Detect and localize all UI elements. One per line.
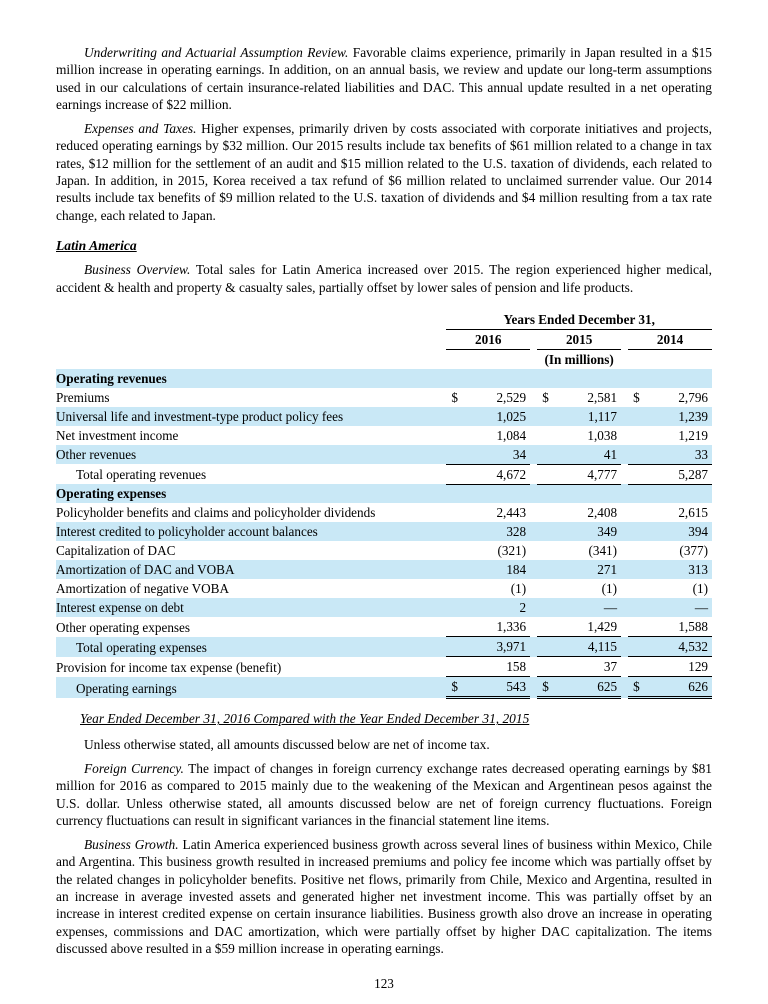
table-header-years-row (56, 329, 712, 349)
cell-value: 2,581 (587, 389, 618, 405)
cell-value: 1,025 (496, 408, 527, 424)
currency-symbol: $ (542, 679, 549, 695)
table-header-spacer (56, 329, 446, 349)
table-column-gap (530, 484, 537, 503)
table-column-gap (530, 329, 537, 349)
cell-value: 2,408 (587, 505, 618, 521)
cell-value: 2,529 (496, 389, 527, 405)
row-label: Provision for income tax expense (benefit) (56, 659, 282, 675)
row-label: Total operating expenses (76, 639, 207, 655)
table-row-amortization-negative-voba (56, 579, 712, 598)
row-label: Operating expenses (56, 486, 167, 502)
table-column-gap (621, 579, 628, 598)
table-column-gap (621, 388, 628, 407)
cell-value: 349 (597, 524, 618, 540)
cell-value: 158 (506, 659, 527, 675)
paragraph-lead-business-overview: Business Overview. (84, 262, 191, 278)
cell-value: 313 (688, 562, 708, 578)
cell-value: 2,796 (678, 389, 708, 405)
table-row-policyholder-benefits (56, 503, 712, 522)
table-column-gap (621, 329, 628, 349)
table-column-gap (530, 503, 537, 522)
table-row-operating-revenues-header (56, 369, 712, 388)
row-label: Universal life and investment-type product policy fees (56, 408, 344, 424)
table-column-gap (621, 484, 628, 503)
table-row-provision-income-tax (56, 657, 712, 677)
table-column-gap (530, 598, 537, 617)
cell-value: (1) (692, 581, 708, 597)
paragraph-expenses-taxes (56, 120, 712, 224)
financial-table (56, 310, 712, 700)
section-heading-latin-america: Latin America (56, 237, 137, 253)
table-row-operating-expenses-header (56, 484, 712, 503)
table-column-gap (621, 522, 628, 541)
row-label: Net investment income (56, 427, 179, 443)
cell-value: — (603, 600, 618, 616)
cell-value: 394 (688, 524, 708, 540)
cell-value: 129 (688, 659, 708, 675)
row-label: Total operating revenues (76, 467, 207, 483)
table-column-gap (621, 426, 628, 445)
cell-value: (1) (510, 581, 527, 597)
table-row-interest-credited (56, 522, 712, 541)
table-column-gap (530, 445, 537, 465)
table-column-gap (530, 560, 537, 579)
cell-value: 2,615 (678, 505, 708, 521)
table-column-gap (621, 369, 628, 388)
cell-value: 1,084 (496, 427, 527, 443)
cell-value: 2 (519, 600, 527, 616)
table-row-capitalization-of-dac (56, 541, 712, 560)
paragraph-lead-business-growth: Business Growth. (84, 837, 179, 853)
table-column-gap (530, 426, 537, 445)
paragraph-lead-foreign-currency: Foreign Currency. (84, 760, 184, 776)
cell-value: — (694, 600, 708, 616)
table-row-operating-earnings (56, 677, 712, 698)
cell-value: 626 (688, 679, 708, 695)
table-row-total-operating-expenses (56, 637, 712, 657)
paragraph-body-underwriting: Favorable claims experience, primarily in Japan resulted in a $15 million increase in operating earnings. In addition, on an annual basis, we review and update our long-term assumptions used in our calculations of certain insurance-related liabilities and DAC. This annual update resulted in a net operating earnings increase of $22 million. (56, 45, 713, 112)
cell-value: 4,532 (678, 639, 708, 655)
table-column-gap (530, 579, 537, 598)
cell-value: 184 (506, 562, 527, 578)
table-header-year-2015: 2015 (537, 329, 621, 349)
paragraph-underwriting-review (56, 44, 712, 113)
paragraph-lead-underwriting: Underwriting and Actuarial Assumption Review. (84, 45, 349, 60)
table-row-amortization-dac-voba (56, 560, 712, 579)
cell-value: 625 (597, 679, 618, 695)
cell-value: 34 (512, 446, 527, 462)
table-row-total-operating-revenues (56, 464, 712, 484)
table-column-gap (621, 503, 628, 522)
table-column-gap (530, 617, 537, 637)
cell-value: 4,672 (496, 466, 527, 482)
cell-value: 1,239 (678, 408, 708, 424)
row-label: Premiums (56, 389, 110, 405)
cell-value: 2,443 (496, 505, 527, 521)
cell-value: 543 (506, 679, 527, 695)
table-row-other-revenues (56, 445, 712, 465)
row-label: Amortization of DAC and VOBA (56, 562, 235, 578)
table-row-net-investment-income (56, 426, 712, 445)
cell-value: (377) (679, 543, 708, 559)
financial-table-header (56, 310, 712, 369)
financial-table-body (56, 369, 712, 698)
table-column-gap (621, 677, 628, 698)
table-column-gap (621, 464, 628, 484)
currency-symbol: $ (451, 679, 458, 695)
paragraph-foreign-currency (56, 760, 712, 829)
table-column-gap (530, 657, 537, 677)
paragraph-body-business-growth: Latin America experienced business growth across several lines of business within Mexico, Chile and Argentina. This business growth resulted in increased premiums and policy fee income which was partially offset by the related changes in policyholder benefits. Positive net flows, primarily from Chile, Mexico and Argentina, resulted in an increase in average invested assets and generated higher net investment income. This was partially offset by an increase in interest credited expense on certain insurance liabilities. Business growth also drove an increase in operating expenses, commissions and DAC amortization, which were partially offset by higher DAC capitalization. The items discussed above resulted in a $59 million increase in operating earnings. (56, 837, 712, 956)
row-label: Operating earnings (76, 680, 177, 696)
table-header-year-2016: 2016 (446, 329, 530, 349)
cell-value: 4,777 (587, 466, 618, 482)
cell-value: 1,219 (678, 427, 708, 443)
table-header-units: (In millions) (544, 351, 614, 367)
paragraph-business-growth (56, 836, 712, 957)
table-column-gap (530, 522, 537, 541)
row-label: Interest expense on debt (56, 600, 184, 616)
row-label: Other operating expenses (56, 619, 191, 635)
table-column-gap (530, 388, 537, 407)
currency-symbol: $ (633, 389, 640, 405)
table-column-gap (530, 407, 537, 426)
table-row-universal-life-fees (56, 407, 712, 426)
cell-value: (341) (588, 543, 618, 559)
currency-symbol: $ (633, 679, 640, 695)
cell-value: 1,336 (496, 619, 527, 635)
cell-value: (1) (601, 581, 618, 597)
table-column-gap (530, 541, 537, 560)
row-label: Amortization of negative VOBA (56, 581, 229, 597)
table-column-gap (621, 617, 628, 637)
row-label: Policyholder benefits and claims and policyholder dividends (56, 505, 376, 521)
cell-value: 271 (597, 562, 618, 578)
cell-value: 33 (694, 446, 708, 462)
table-header-spacer (56, 349, 446, 369)
table-column-gap (621, 541, 628, 560)
paragraph-lead-expenses: Expenses and Taxes. (84, 121, 197, 137)
table-header-spacer (56, 310, 446, 330)
paragraph-body-foreign-currency: The impact of changes in foreign currency exchange rates decreased operating earnings by $81 million for 2016 as compared to 2015 mainly due to the weakening of the Mexican and Argentinean pesos against the U.S. dollar. Unless otherwise stated, all amounts discussed below are net of foreign currency fluctuations. Foreign currency fluctuations can result in significant variances in the financial statement line items. (56, 760, 712, 828)
table-column-gap (621, 560, 628, 579)
cell-value: 1,117 (587, 408, 618, 424)
cell-value: 5,287 (678, 466, 708, 482)
row-label: Operating revenues (56, 370, 167, 386)
row-label: Capitalization of DAC (56, 543, 176, 559)
table-column-gap (621, 657, 628, 677)
heading-year-comparison: Year Ended December 31, 2016 Compared with the Year Ended December 31, 2015 (80, 711, 530, 727)
table-column-gap (621, 407, 628, 426)
currency-symbol: $ (451, 389, 458, 405)
cell-value: 1,588 (678, 619, 708, 635)
table-header-units-row (56, 349, 712, 369)
table-column-gap (621, 637, 628, 657)
cell-value: 37 (603, 659, 618, 675)
table-column-gap (621, 598, 628, 617)
paragraph-net-of-income-tax: Unless otherwise stated, all amounts discussed below are net of income tax. (84, 736, 490, 752)
table-row-interest-expense-debt (56, 598, 712, 617)
cell-value: 1,429 (587, 619, 618, 635)
paragraph-business-overview (56, 261, 712, 296)
currency-symbol: $ (542, 389, 549, 405)
cell-value: 1,038 (587, 427, 618, 443)
table-column-gap (530, 637, 537, 657)
table-row-other-operating-expenses (56, 617, 712, 637)
cell-value: 328 (506, 524, 527, 540)
cell-value: (321) (497, 543, 527, 559)
table-row-premiums (56, 388, 712, 407)
table-column-gap (530, 464, 537, 484)
table-header-title: Years Ended December 31, (446, 310, 712, 330)
cell-value: 41 (603, 446, 618, 462)
row-label: Interest credited to policyholder account balances (56, 524, 318, 540)
row-label: Other revenues (56, 447, 137, 463)
table-header-title-row (56, 310, 712, 330)
page-number: 123 (374, 976, 394, 992)
paragraph-body-business-overview: Total sales for Latin America increased over 2015. The region experienced higher medical, accident & health and property & casualty sales, partially offset by lower sales of pension and life products. (56, 262, 713, 295)
cell-value: 4,115 (587, 639, 618, 655)
table-header-year-2014: 2014 (628, 329, 712, 349)
table-column-gap (530, 369, 537, 388)
paragraph-body-expenses: Higher expenses, primarily driven by costs associated with corporate initiatives and projects, reduced operating earnings by $32 million. Our 2015 results include tax benefits of $61 million related to a change in tax rates, $12 million for the settlement of an audit and $15 million related to the U.S. taxation of dividends, each related to Japan. In addition, in 2015, Korea received a tax refund of $6 million related to unclaimed surrender value. Our 2014 results include tax benefits of $9 million related to the U.S. taxation of dividends and $4 million resulting from a tax rate change, each related to Japan. (56, 121, 712, 223)
table-column-gap (621, 445, 628, 465)
cell-value: 3,971 (496, 639, 527, 655)
table-column-gap (530, 677, 537, 698)
